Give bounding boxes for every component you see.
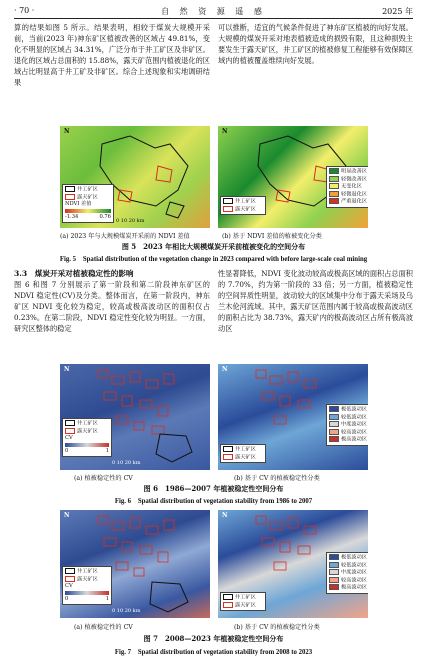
fig7b-mining-legend: 井工矿区 露天矿区 bbox=[220, 592, 266, 611]
fig7b-map bbox=[218, 510, 368, 618]
mid-left-paragraph: 图 6 和图 7 分别展示了第一阶段和第二阶段神东矿区的 NDVI 稳定性(CV)及分类。整体而言，在第一阶段内，神东矿区 NDVI 变化较为稳定，较高或极高波动区的面积仅占 0.23%。在第二阶段，NDVI 稳定性变化较为明显。一方面，研究区整体的稳定 bbox=[14, 280, 211, 333]
top-right-paragraph: 可以推断，适宜的气候条件促进了神东矿区植被的向好发展。大规模的煤炭开采对地表植被造成的损毁有限，且这种损毁主要发生于露天矿区，井工矿区的植被修复工程能够有效保障区域内的植被覆盖维续向好发展。 bbox=[218, 23, 413, 65]
fig5b-class-legend: 明显改善区 轻微改善区 无变化区 轻微退化区 严重退化区 bbox=[326, 166, 368, 208]
north-arrow: N bbox=[64, 366, 70, 373]
fig6a-legend: 井工矿区 露天矿区 CV 0 1 bbox=[62, 418, 112, 457]
fig5a-legend: 井工矿区 露天矿区 NDVI 差值 -1.34 0.76 bbox=[62, 184, 114, 223]
header-rule bbox=[14, 18, 413, 19]
fig6b-class-legend: 极低波动区 较低波动区 中度波动区 较高波动区 极高波动区 bbox=[326, 404, 368, 446]
fig5b-map bbox=[218, 126, 368, 228]
fig6b-caption: (b) 基于 CV 的植被稳定性分类 bbox=[234, 475, 320, 482]
fig6b-mining-legend: 井工矿区 露天矿区 bbox=[220, 444, 266, 463]
year: 2025 年 bbox=[382, 7, 413, 16]
journal-name: 自 然 资 源 遥 感 bbox=[161, 7, 266, 16]
fig6-title-cn: 图 6 1986—2007 年植被稳定性空间分布 bbox=[143, 484, 284, 493]
fig7b-caption: (b) 基于 CV 的植被稳定性分类 bbox=[234, 624, 320, 631]
fig6b-map bbox=[218, 364, 368, 470]
north-arrow: N bbox=[222, 128, 228, 135]
fig6a-scale: 0 10 20 km bbox=[112, 460, 141, 466]
north-arrow: N bbox=[64, 512, 70, 519]
section-heading: 3.3 煤炭开采对植被稳定性的影响 bbox=[14, 269, 134, 278]
north-arrow: N bbox=[222, 366, 228, 373]
fig5a-caption: (a) 2023 年与大规模煤炭开采前的 NDVI 差值 bbox=[60, 233, 190, 240]
page-number: · 70 · bbox=[14, 6, 35, 15]
top-left-paragraph: 算的结果如图 5 所示。结果表明，相较于煤炭大规模开采前，当前(2023 年)神东矿区植被改善的区域占 49.81%，变化不明显的区域占 34.31%，广泛分布于井工矿区及非矿区。退化的区域占总面积的 15.88%，露天矿范围内植被退化的区域占比明显高于井工矿及非矿区。综合上述现象和实地调研结果 bbox=[14, 23, 210, 87]
fig5b-caption: (b) 基于 NDVI 差值的植被变化分类 bbox=[222, 233, 322, 240]
fig7a-caption: (a) 植被稳定性的 CV bbox=[74, 624, 133, 631]
fig5-title-cn: 图 5 2023 年相比大规模煤炭开采前植被变化的空间分布 bbox=[121, 242, 306, 251]
fig7b-class-legend: 极低波动区 较低波动区 中度波动区 较高波动区 极高波动区 bbox=[326, 552, 368, 594]
fig5-title-en: Fig. 5 Spatial distribution of the vegetation change in 2023 compared with before large-scale coal mining bbox=[59, 256, 368, 263]
fig6-title-en: Fig. 6 Spatial distribution of vegetation stability from 1986 to 2007 bbox=[114, 498, 313, 505]
fig7-title-en: Fig. 7 Spatial distribution of vegetation stability from 2008 to 2023 bbox=[114, 649, 313, 656]
fig5a-scale: 0 10 20 km bbox=[116, 218, 145, 224]
fig5b-mining-legend: 井工矿区 露天矿区 bbox=[220, 196, 266, 215]
fig7a-scale: 0 10 20 km bbox=[112, 608, 141, 614]
fig6a-map bbox=[60, 364, 210, 470]
fig5a-map bbox=[60, 126, 210, 228]
fig6a-caption: (a) 植被稳定性的 CV bbox=[74, 475, 133, 482]
fig7a-legend: 井工矿区 露天矿区 CV 0 1 bbox=[62, 566, 112, 605]
fig7-title-cn: 图 7 2008—2023 年植被稳定性空间分布 bbox=[143, 634, 284, 643]
fig7a-map bbox=[60, 510, 210, 618]
mid-right-paragraph: 性显著降低，NDVI 变化波动较高或极高区域的面积占总面积的 7.70%，约为第一阶段的 33 倍；另一方面，植被稳定性的空间异质性明显，波动较大的区域集中分布于露天采场及乌兰木伦河流域。其中，露天矿区范围内属于较高或极高波动区的面积占比为 38.73%，露天矿内的极高波动区占所有极高波动区 bbox=[218, 269, 414, 333]
north-arrow: N bbox=[222, 512, 228, 519]
north-arrow: N bbox=[64, 128, 70, 135]
